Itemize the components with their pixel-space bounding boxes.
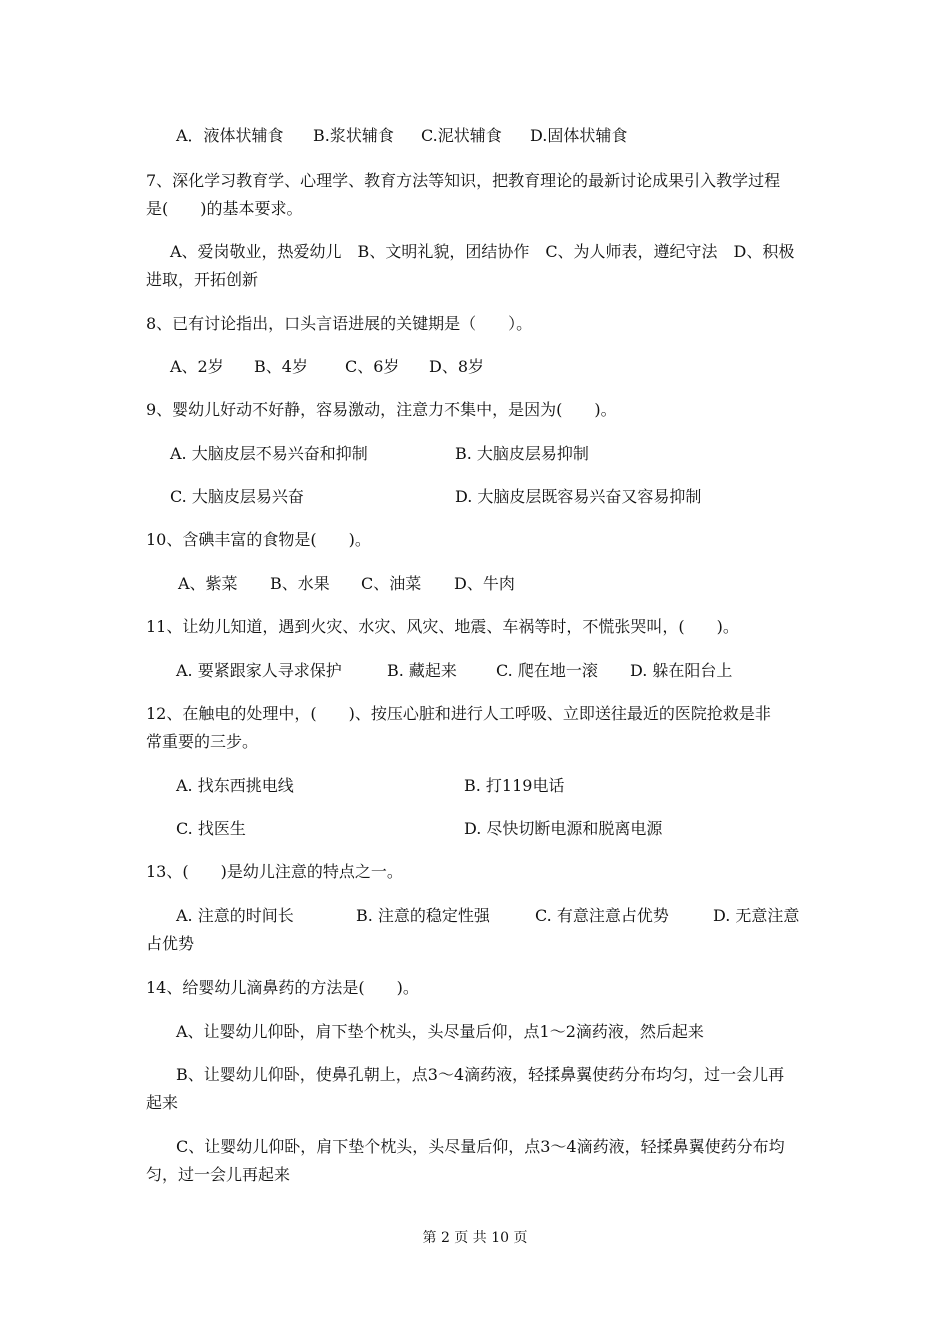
q11-stem: 11、让幼儿知道，遇到火灾、水灾、风灾、地震、车祸等时，不慌张哭叫，( )。 — [146, 617, 739, 636]
q8-option-a: A、2岁 — [170, 357, 224, 376]
q13-option-a: A. 注意的时间长 — [176, 906, 294, 925]
q13-option-d-continued: 占优势 — [146, 934, 195, 953]
q13-stem: 13、( )是幼儿注意的特点之一。 — [146, 862, 403, 881]
page-number-footer: 第 2 页 共 10 页 — [422, 1230, 528, 1246]
q6-option-a: A．液体状辅食 — [176, 126, 284, 145]
q11-option-d: D. 躲在阳台上 — [630, 661, 733, 680]
q7-options-line1: A、爱岗敬业，热爱幼儿 B、文明礼貌，团结协作 C、为人师表，遵纪守法 D、积极 — [170, 242, 795, 261]
q13-option-b: B. 注意的稳定性强 — [356, 906, 490, 925]
q11-option-a: A. 要紧跟家人寻求保护 — [176, 661, 342, 680]
q9-option-c: C. 大脑皮层易兴奋 — [170, 487, 304, 506]
q9-stem: 9、婴幼儿好动不好静，容易激动，注意力不集中，是因为( )。 — [146, 400, 617, 419]
q11-option-c: C. 爬在地一滚 — [496, 661, 598, 680]
q7-stem-line2: 是( )的基本要求。 — [146, 199, 303, 218]
q10-option-c: C、油菜 — [361, 574, 422, 593]
q12-option-b: B. 打119电话 — [464, 776, 565, 795]
q9-option-b: B. 大脑皮层易抑制 — [455, 444, 589, 463]
q12-option-a: A. 找东西挑电线 — [176, 776, 294, 795]
q13-option-d: D. 无意注意 — [713, 906, 800, 925]
q6-option-b: B.浆状辅食 — [313, 126, 394, 145]
q8-stem: 8、已有讨论指出，口头言语进展的关键期是（ ）。 — [146, 314, 533, 333]
q10-option-b: B、水果 — [270, 574, 330, 593]
q14-option-a: A、让婴幼儿仰卧，肩下垫个枕头，头尽量后仰，点1～2滴药液，然后起来 — [176, 1022, 704, 1041]
q14-option-b-line1: B、让婴幼儿仰卧，使鼻孔朝上，点3～4滴药液，轻揉鼻翼使药分布均匀，过一会儿再 — [176, 1065, 785, 1084]
q11-option-b: B. 藏起来 — [387, 661, 457, 680]
q9-option-a: A. 大脑皮层不易兴奋和抑制 — [170, 444, 368, 463]
q14-stem: 14、给婴幼儿滴鼻药的方法是( )。 — [146, 978, 419, 997]
q8-option-b: B、4岁 — [254, 357, 308, 376]
q6-option-c: C.泥状辅食 — [421, 126, 502, 145]
q12-stem-line1: 12、在触电的处理中，( )、按压心脏和进行人工呼吸、立即送往最近的医院抢救是非 — [146, 704, 771, 723]
q9-option-d: D. 大脑皮层既容易兴奋又容易抑制 — [455, 487, 702, 506]
q7-options-line2: 进取，开拓创新 — [146, 270, 259, 289]
q12-stem-line2: 常重要的三步。 — [146, 732, 259, 751]
q10-option-a: A、紫菜 — [178, 574, 238, 593]
q10-option-d: D、牛肉 — [454, 574, 515, 593]
q8-option-c: C、6岁 — [345, 357, 400, 376]
q14-option-c-line2: 匀，过一会儿再起来 — [146, 1165, 291, 1184]
q12-option-c: C. 找医生 — [176, 819, 246, 838]
q12-option-d: D. 尽快切断电源和脱离电源 — [464, 819, 663, 838]
q8-option-d: D、8岁 — [429, 357, 485, 376]
q13-option-c: C. 有意注意占优势 — [535, 906, 669, 925]
q10-stem: 10、含碘丰富的食物是( )。 — [146, 530, 371, 549]
q7-stem-line1: 7、深化学习教育学、心理学、教育方法等知识，把教育理论的最新讨论成果引入教学过程 — [146, 171, 781, 190]
q14-option-c-line1: C、让婴幼儿仰卧，肩下垫个枕头，头尽量后仰，点3～4滴药液，轻揉鼻翼使药分布均 — [176, 1137, 785, 1156]
q14-option-b-line2: 起来 — [146, 1093, 179, 1112]
q6-option-d: D.固体状辅食 — [530, 126, 628, 145]
